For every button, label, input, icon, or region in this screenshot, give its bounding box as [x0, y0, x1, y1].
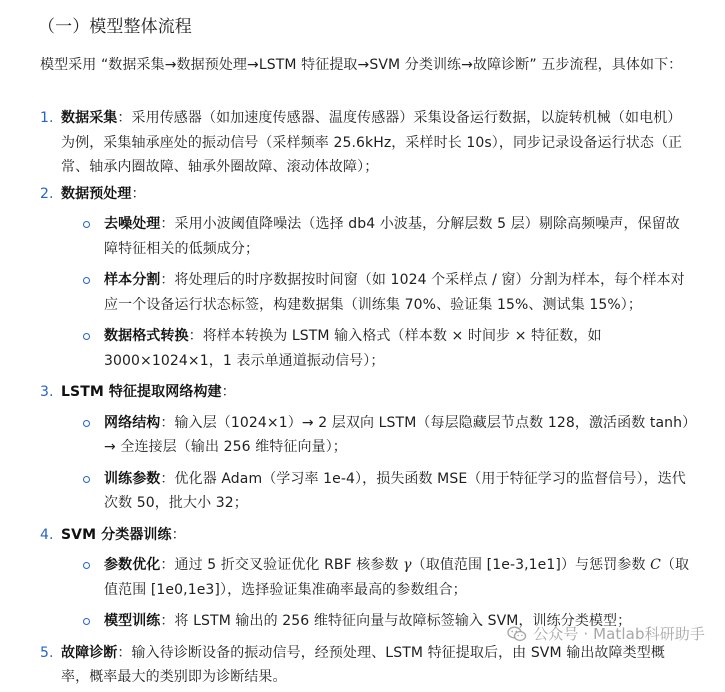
- sub-item-format: [61, 324, 692, 373]
- section-heading: （一）模型整体流程: [38, 17, 192, 37]
- step-title: SVM 分类器训练: [61, 526, 172, 543]
- sub-text: ：通过 5 折交叉验证优化 RBF 核参数: [160, 557, 404, 573]
- gamma-symbol: γ: [403, 557, 412, 573]
- step-item-3: [40, 380, 692, 516]
- sub-text: ：将样本转换为 LSTM 输入格式（样本数 × 时间步 × 特征数，如 3000×1024×1，1 表示单通道振动信号）；: [104, 328, 602, 369]
- intro-paragraph: 模型采用 “数据采集→数据预处理→LSTM 特征提取→SVM 分类训练→故障诊断” 五步流程，具体如下：: [40, 57, 683, 73]
- step-item-4: [40, 523, 692, 634]
- step-title: LSTM 特征提取网络构建: [61, 384, 222, 400]
- step-text: ：: [171, 526, 186, 543]
- bullet-icon: [83, 277, 90, 284]
- sub-title: 模型训练: [104, 613, 161, 629]
- sub-text: ：将 LSTM 输出的 256 维特征向量与故障标签输入 SVM，训练分类模型；: [160, 613, 632, 629]
- step-number: 3.: [40, 384, 54, 400]
- sub-text: （取值范围 [1e0,1e3]），选择验证集准确率最高的参数组合；: [104, 557, 690, 598]
- sub-text: ：输入层（1024×1）→ 2 层双向 LSTM（每层隐藏层节点数 128，激活函数 tanh）→ 全连接层（输出 256 维特征向量）；: [104, 414, 690, 455]
- sub-text: ：采用小波阈值降噪法（选择 db4 小波基，分解层数 5 层）剔除高频噪声，保留故障特征相关的低频成分；: [104, 216, 680, 257]
- c-symbol: C: [650, 557, 661, 573]
- sub-item-network: [61, 411, 692, 460]
- bullet-icon: [83, 221, 90, 228]
- bullet-icon: [83, 420, 90, 427]
- sub-item-segmentation: [61, 268, 692, 317]
- sub-title: 数据格式转换: [104, 328, 189, 344]
- step-number: 2.: [40, 185, 54, 202]
- sub-item-training-params: [61, 467, 692, 516]
- sub-text: （取值范围 [1e-3,1e1]）与惩罚参数: [411, 557, 651, 573]
- step-title: 数据采集: [61, 110, 118, 126]
- sub-list: [61, 411, 692, 516]
- step-text: ：: [221, 384, 236, 400]
- sub-text: ：将处理后的时序数据按时间窗（如 1024 个采样点 / 窗）分割为样本，每个样本对应一个设备运行状态标签，构建数据集（训练集 70%、验证集 15%、测试集 15%）；: [104, 272, 685, 313]
- step-title: 故障诊断: [61, 644, 118, 661]
- step-number: 4.: [40, 526, 54, 543]
- sub-title: 去噪处理: [104, 216, 161, 232]
- step-number: 1.: [40, 110, 54, 126]
- sub-title: 参数优化: [104, 557, 161, 573]
- sub-list: [61, 212, 692, 373]
- step-text: ：: [131, 185, 146, 202]
- step-text: ：采用传感器（如加速度传感器、温度传感器）采集设备运行数据，以旋转机械（如电机）为例，采集轴承座处的振动信号（采样频率 25.6kHz，采样时长 10s），同步记录设备运行状态（正常、轴承内圈故障、轴承外圈故障、滚动体故障）；: [61, 110, 683, 175]
- sub-title: 训练参数: [104, 470, 161, 487]
- step-list: [40, 106, 692, 692]
- step-number: 5.: [40, 644, 54, 661]
- wechat-icon: [507, 626, 527, 642]
- bullet-icon: [83, 333, 90, 340]
- sub-text: ：优化器 Adam（学习率 1e-4），损失函数 MSE（用于特征学习的监督信号），迭代次数 50，批大小 32；: [104, 470, 686, 511]
- watermark: [507, 624, 705, 644]
- sub-title: 网络结构: [104, 414, 161, 431]
- sub-list: [61, 553, 692, 634]
- step-item-1: [40, 106, 692, 180]
- bullet-icon: [83, 562, 90, 569]
- bullet-icon: [83, 618, 90, 625]
- step-title: 数据预处理: [61, 185, 132, 202]
- watermark-text: 公众号 · Matlab科研助手: [533, 625, 705, 643]
- sub-item-denoise: [61, 212, 692, 261]
- bullet-icon: [83, 476, 90, 483]
- sub-title: 样本分割: [104, 272, 161, 288]
- step-item-2: [40, 182, 692, 374]
- step-text: ：输入待诊断设备的振动信号，经预处理、LSTM 特征提取后，由 SVM 输出故障类型概率，概率最大的类别即为诊断结果。: [61, 644, 665, 685]
- sub-item-param-optimization: [61, 553, 692, 602]
- step-item-5: [40, 641, 692, 690]
